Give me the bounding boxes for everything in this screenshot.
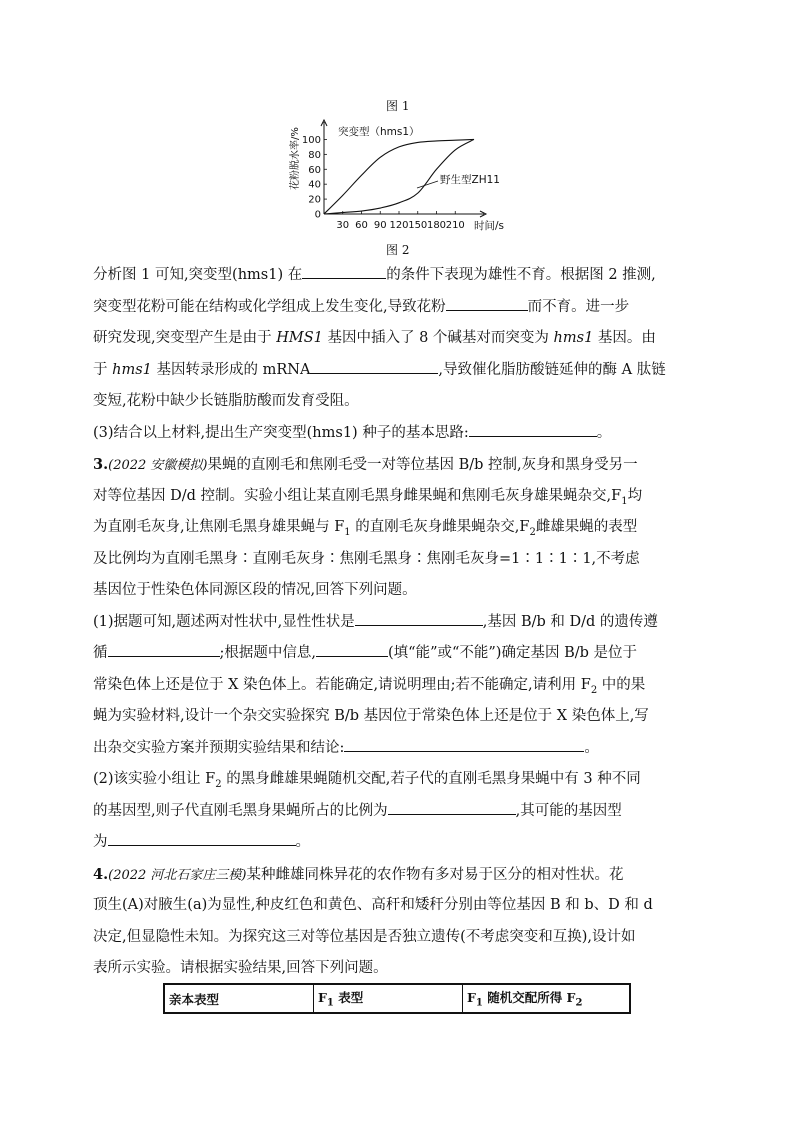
- q3-line-13: 为 。: [93, 827, 705, 859]
- y-tick-label: 60: [308, 164, 321, 176]
- header-f2-result: $F_1$ 随机交配所得 $F_2$: [463, 984, 631, 1013]
- figure1-caption: 图 1: [386, 99, 410, 113]
- answer-blank[interactable]: [302, 261, 386, 279]
- q3-line-11: (2)该实验小组让 $F_2$ 的黑身雌雄果蝇随机交配,若子代的直刚毛黑身果蝇中有 3 种不同: [93, 771, 641, 790]
- experiment-table: [163, 983, 631, 1014]
- y-tick-label: 40: [308, 179, 321, 191]
- q4-line-4: 表所示实验。请根据实验结果,回答下列问题。: [93, 960, 388, 976]
- q3-line-12: 的基因型,则子代直刚毛黑身果蝇所占的比例为 ,其可能的基因型: [93, 796, 705, 828]
- q2-line-4: 于 hms1 基因转录形成的 mRNA ,导致催化脂肪酸链延伸的酶 A 肽链: [93, 355, 705, 387]
- x-tick-label: 60: [355, 220, 368, 231]
- q3-line-1: 3.(2022 安徽模拟)果蝇的直刚毛和焦刚毛受一对等位基因 B/b 控制,灰身和黑身受另一: [93, 456, 638, 473]
- q3-line-6: (1)据题可知,题述两对性状中,显性性状是 ,基因 B/b 和 D/d 的遗传遵: [93, 607, 705, 639]
- question-source: (2022 安徽模拟): [108, 458, 208, 473]
- q3-line-9: 蝇为实验材料,设计一个杂交实验探究 B/b 基因位于常染色体上还是位于 X 染色体上,写: [93, 708, 649, 724]
- x-axis-label: 时间/s: [474, 220, 505, 232]
- y-tick-label: 80: [308, 149, 321, 161]
- figure2-caption: 图 2: [386, 243, 410, 257]
- q2-line-6: (3)结合以上材料,提出生产突变型(hms1) 种子的基本思路: 。: [93, 418, 705, 450]
- mutant-series-label: 突变型（hms1）: [338, 126, 420, 138]
- y-axis-label: 花粉脱水率/%: [290, 127, 301, 190]
- answer-blank[interactable]: [108, 639, 220, 657]
- q4-line-2: 顶生(A)对腋生(a)为显性,种皮红色和黄色、高秆和矮秆分别由等位基因 B 和 b、D 和 d: [93, 897, 653, 913]
- x-tick-label: 90: [373, 220, 387, 231]
- answer-blank[interactable]: [469, 419, 597, 437]
- q2-line-2: 突变型花粉可能在结构或化学组成上发生变化,导致花粉 而不育。进一步: [93, 292, 705, 324]
- y-tick-label: 0: [314, 209, 321, 221]
- y-tick-label: 20: [308, 194, 321, 206]
- x-tick-label: 180: [426, 220, 447, 231]
- answer-blank[interactable]: [108, 828, 296, 846]
- answer-blank[interactable]: [310, 356, 438, 374]
- question-number: 4.: [93, 865, 109, 883]
- q3-line-10: 出杂交实验方案并预期实验结果和结论: 。: [93, 733, 705, 765]
- q4-line-3: 决定,但显隐性未知。为探究这三对等位基因是否独立遗传(不考虑突变和互换),设计如: [93, 928, 636, 945]
- x-tick-label: 210: [445, 220, 465, 231]
- answer-blank[interactable]: [316, 639, 388, 657]
- answer-blank[interactable]: [388, 797, 516, 815]
- question-source: (2022 河北石家庄三模): [108, 867, 247, 883]
- table-header-row: [164, 984, 630, 1013]
- q2-line-5: 变短,花粉中缺少长链脂肪酸而发育受阻。: [93, 393, 359, 409]
- question-body: [93, 260, 705, 985]
- answer-blank[interactable]: [344, 734, 584, 752]
- q2-line-1: 分析图 1 可知,突变型(hms1) 在 的条件下表现为雄性不育。根据图 2 推测,: [93, 260, 705, 292]
- q3-line-7: 循 ;根据题中信息, (填“能”或“不能”)确定基因 B/b 是位于: [93, 638, 705, 670]
- q3-line-2: 对等位基因 D/d 控制。实验小组让某直刚毛黑身雌果蝇和焦刚毛灰身雄果蝇杂交$,F_1$均: [93, 487, 643, 507]
- q3-line-4: 及比例均为直刚毛黑身∶直刚毛灰身∶焦刚毛黑身∶焦刚毛灰身=1∶1∶1∶1,不考虑: [93, 550, 640, 567]
- q3-line-3: 为直刚毛灰身,让焦刚毛黑身雄果蝇与 $F_1$ 的直刚毛灰身雌果蝇杂交$,F_2$雌雄果蝇的表型: [93, 519, 638, 538]
- q3-line-5: 基因位于性染色体同源区段的情况,回答下列问题。: [93, 582, 417, 598]
- y-tick-label: 100: [301, 134, 321, 146]
- answer-blank[interactable]: [355, 608, 483, 626]
- q2-line-3: 研究发现,突变型产生是由于 HMS1 基因中插入了 8 个碱基对而突变为 hms1 基因。由: [93, 330, 656, 346]
- wild-series-label: 野生型ZH11: [440, 174, 500, 186]
- header-f1-phenotype: $F_1$ 表型: [314, 984, 463, 1013]
- question-number: 3.: [93, 456, 109, 473]
- figure2-chart: [286, 118, 516, 238]
- x-tick-label: 120: [389, 220, 409, 231]
- header-parent-phenotype: 亲本表型: [169, 991, 220, 1007]
- x-tick-label: 30: [336, 220, 350, 231]
- q4-line-1: 4.(2022 河北石家庄三模)某种雌雄同株异花的农作物有多对易于区分的相对性状。花: [93, 865, 624, 883]
- q3-line-8: 常染色体上还是位于 X 染色体上。若能确定,请说明理由;若不能确定,请利用 $F_2$ 中的果: [93, 676, 646, 696]
- x-tick-label: 150: [408, 220, 428, 231]
- answer-blank[interactable]: [446, 293, 528, 311]
